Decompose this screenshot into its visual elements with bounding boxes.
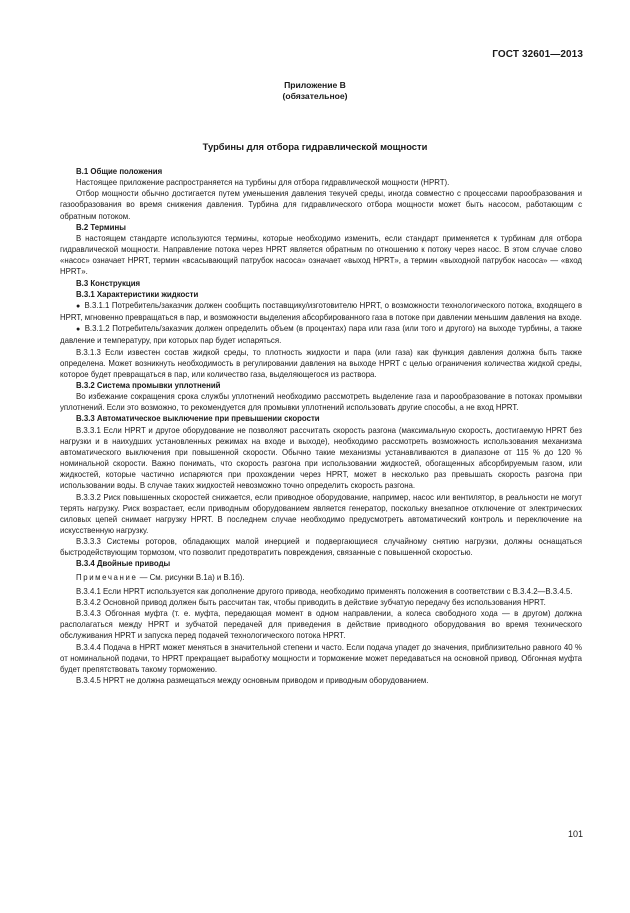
subsection-heading: В.3.4 Двойные приводы <box>76 559 171 569</box>
annex-label: Приложение В <box>284 80 346 90</box>
paragraph: В.3.4.4 Подача в HPRT может меняться в значительной степени и часто. Если подача упадет до значения, приблизительно равного 40 % от номинальной подачи, то HPRT прекращает выработку мощности и торможение может передаваться на основной привод. Обгонная муфта будет препятствовать такому торможению. <box>60 642 582 674</box>
paragraph: В.3.3.2 Риск повышенных скоростей снижается, если приводное оборудование, например, насос или вентилятор, в реальности не могут терять нагрузку. Риск возрастает, если приводным оборудованием является генератор, поскольку внезапное отключение от электрических силовых цепей снимает нагрузку HPRT. В последнем случае необходимо предусмотреть автоматический контроль и переключение на искусственную нагрузку. <box>60 492 582 535</box>
paragraph: В.3.4.2 Основной привод должен быть рассчитан так, чтобы приводить в действие зубчатую передачу без использования HPRT. <box>76 597 546 607</box>
page-number: 101 <box>567 829 583 839</box>
paragraph: В.3.4.3 Обгонная муфта (т. е. муфта, передающая момент в одном направлении, а колеса свободного хода — в другом) должна располагаться между HPRT и зубчатой передачей для приведения в действие приводного оборудования во время технического обслуживания HPRT и запуска перед подачей технологического потока HPRT. <box>60 609 582 641</box>
section-heading: В.3 Конструкция <box>76 278 141 288</box>
paragraph: Во избежание сокращения срока службы уплотнений необходимо рассмотреть выделение газа и парообразование в потоках промывки уплотнений. Если это возможно, то рекомендуется для промывки уплотнений использовать другие способы, а не вход HPRT. <box>60 392 582 413</box>
note-text: — См. рисунки В.1а) и В.1б). <box>137 572 245 582</box>
subsection-heading: В.3.2 Система промывки уплотнений <box>76 380 221 390</box>
paragraph: В.3.4.5 HPRT не должна размещаться между основным приводом и приводным оборудованием. <box>76 676 429 686</box>
paragraph: В.3.1.3 Если известен состав жидкой среды, то плотность жидкости и пара (или газа) как функция давления должна быть также определена. Может возникнуть необходимость в регулировании давления на выходе HPRT с целью ограничения количества жидкой среды, которое будет превращаться в пар, или количество газа, выделяющегося из раствора. <box>60 347 582 379</box>
section-heading: В.1 Общие положения <box>76 167 163 176</box>
paragraph: Настоящее приложение распространяется на турбины для отбора гидравлической мощности (HPRT). <box>76 178 450 188</box>
paragraph: В.3.3.1 Если HPRT и другое оборудование не позволяют рассчитать скорость разгона (максимальную скорость, достигаемую HPRT без нагрузки и в наихудших установленных режимах на входе и выходе), необходимо рассмотреть возможность использования механизма автоматического выключения при повышенной скорости. Обычно такие механизмы устанавливаются в диапазоне от 115 % до 120 % номинальной скорости. Важно понимать, что скорость разгона при использовании жидкостей, обогащенных абсорбируемым газом, или жидкостей, которые частично испаряются при прохождении через HPRT, может в несколько раз превышать скорость разгона при использовании воды. В случае таких жидкостей невозможно точно определить скорость разгона. <box>60 425 582 491</box>
note <box>60 572 582 583</box>
bullet-paragraph: ● В.3.1.2 Потребитель/заказчик должен определить объем (в процентах) пара или газа (или того и другого) на выходе турбины, а также давление и температуру, при которых пар будет испаряться. <box>60 323 582 346</box>
paragraph: В.3.4.1 Если HPRT используется как дополнение другого привода, необходимо применять положения в соответствии с В.3.4.2—В.3.4.5. <box>76 586 573 596</box>
subsection-heading: В.3.3 Автоматическое выключение при превышении скорости <box>76 414 320 424</box>
annex-heading <box>0 80 630 102</box>
bullet-paragraph: ● В.3.1.1 Потребитель/заказчик должен сообщить поставщику/изготовителю HPRT, о возможности технологического потока, входящего в HPRT, мгновенно превращаться в пар, и возможности выделения абсорбированного газа в потоке при давлении меньшим давления на входе. <box>60 300 582 323</box>
annex-title: Турбины для отбора гидравлической мощности <box>202 141 428 152</box>
paragraph: В настоящем стандарте используются термины, которые необходимо изменить, если стандарт применяется к турбинам для отбора гидравлической мощности. Направление потока через HPRT является обратным по отношению к потоку через насос. В этом случае слово «насос» означает HPRT, термин «всасывающий патрубок насоса» означает «выход HPRT», а термин «выходной патрубок насоса» — «вход HPRT». <box>60 233 582 277</box>
paragraph: В.3.3.3 Системы роторов, обладающих малой инерцией и подвергающиеся случайному снятию нагрузки, должны оснащаться быстродействующим тормозом, что позволит предотвратить повреждения, связанные с повышенной скоростью. <box>60 537 582 558</box>
note-label: Примечание <box>76 572 138 582</box>
section-heading: В.2 Термины <box>76 222 126 232</box>
standard-designation: ГОСТ 32601—2013 <box>492 49 583 60</box>
paragraph: Отбор мощности обычно достигается путем уменьшения давления текучей среды, иногда совместно с процессами парообразования и газообразования во время снижения давления. Турбина для гидравлического отбора мощности может быть насосом, работающим с обратным потоком. <box>60 189 582 221</box>
annex-status: (обязательное) <box>282 91 348 101</box>
subsection-heading: В.3.1 Характеристики жидкости <box>76 289 199 299</box>
document-body <box>60 166 582 686</box>
